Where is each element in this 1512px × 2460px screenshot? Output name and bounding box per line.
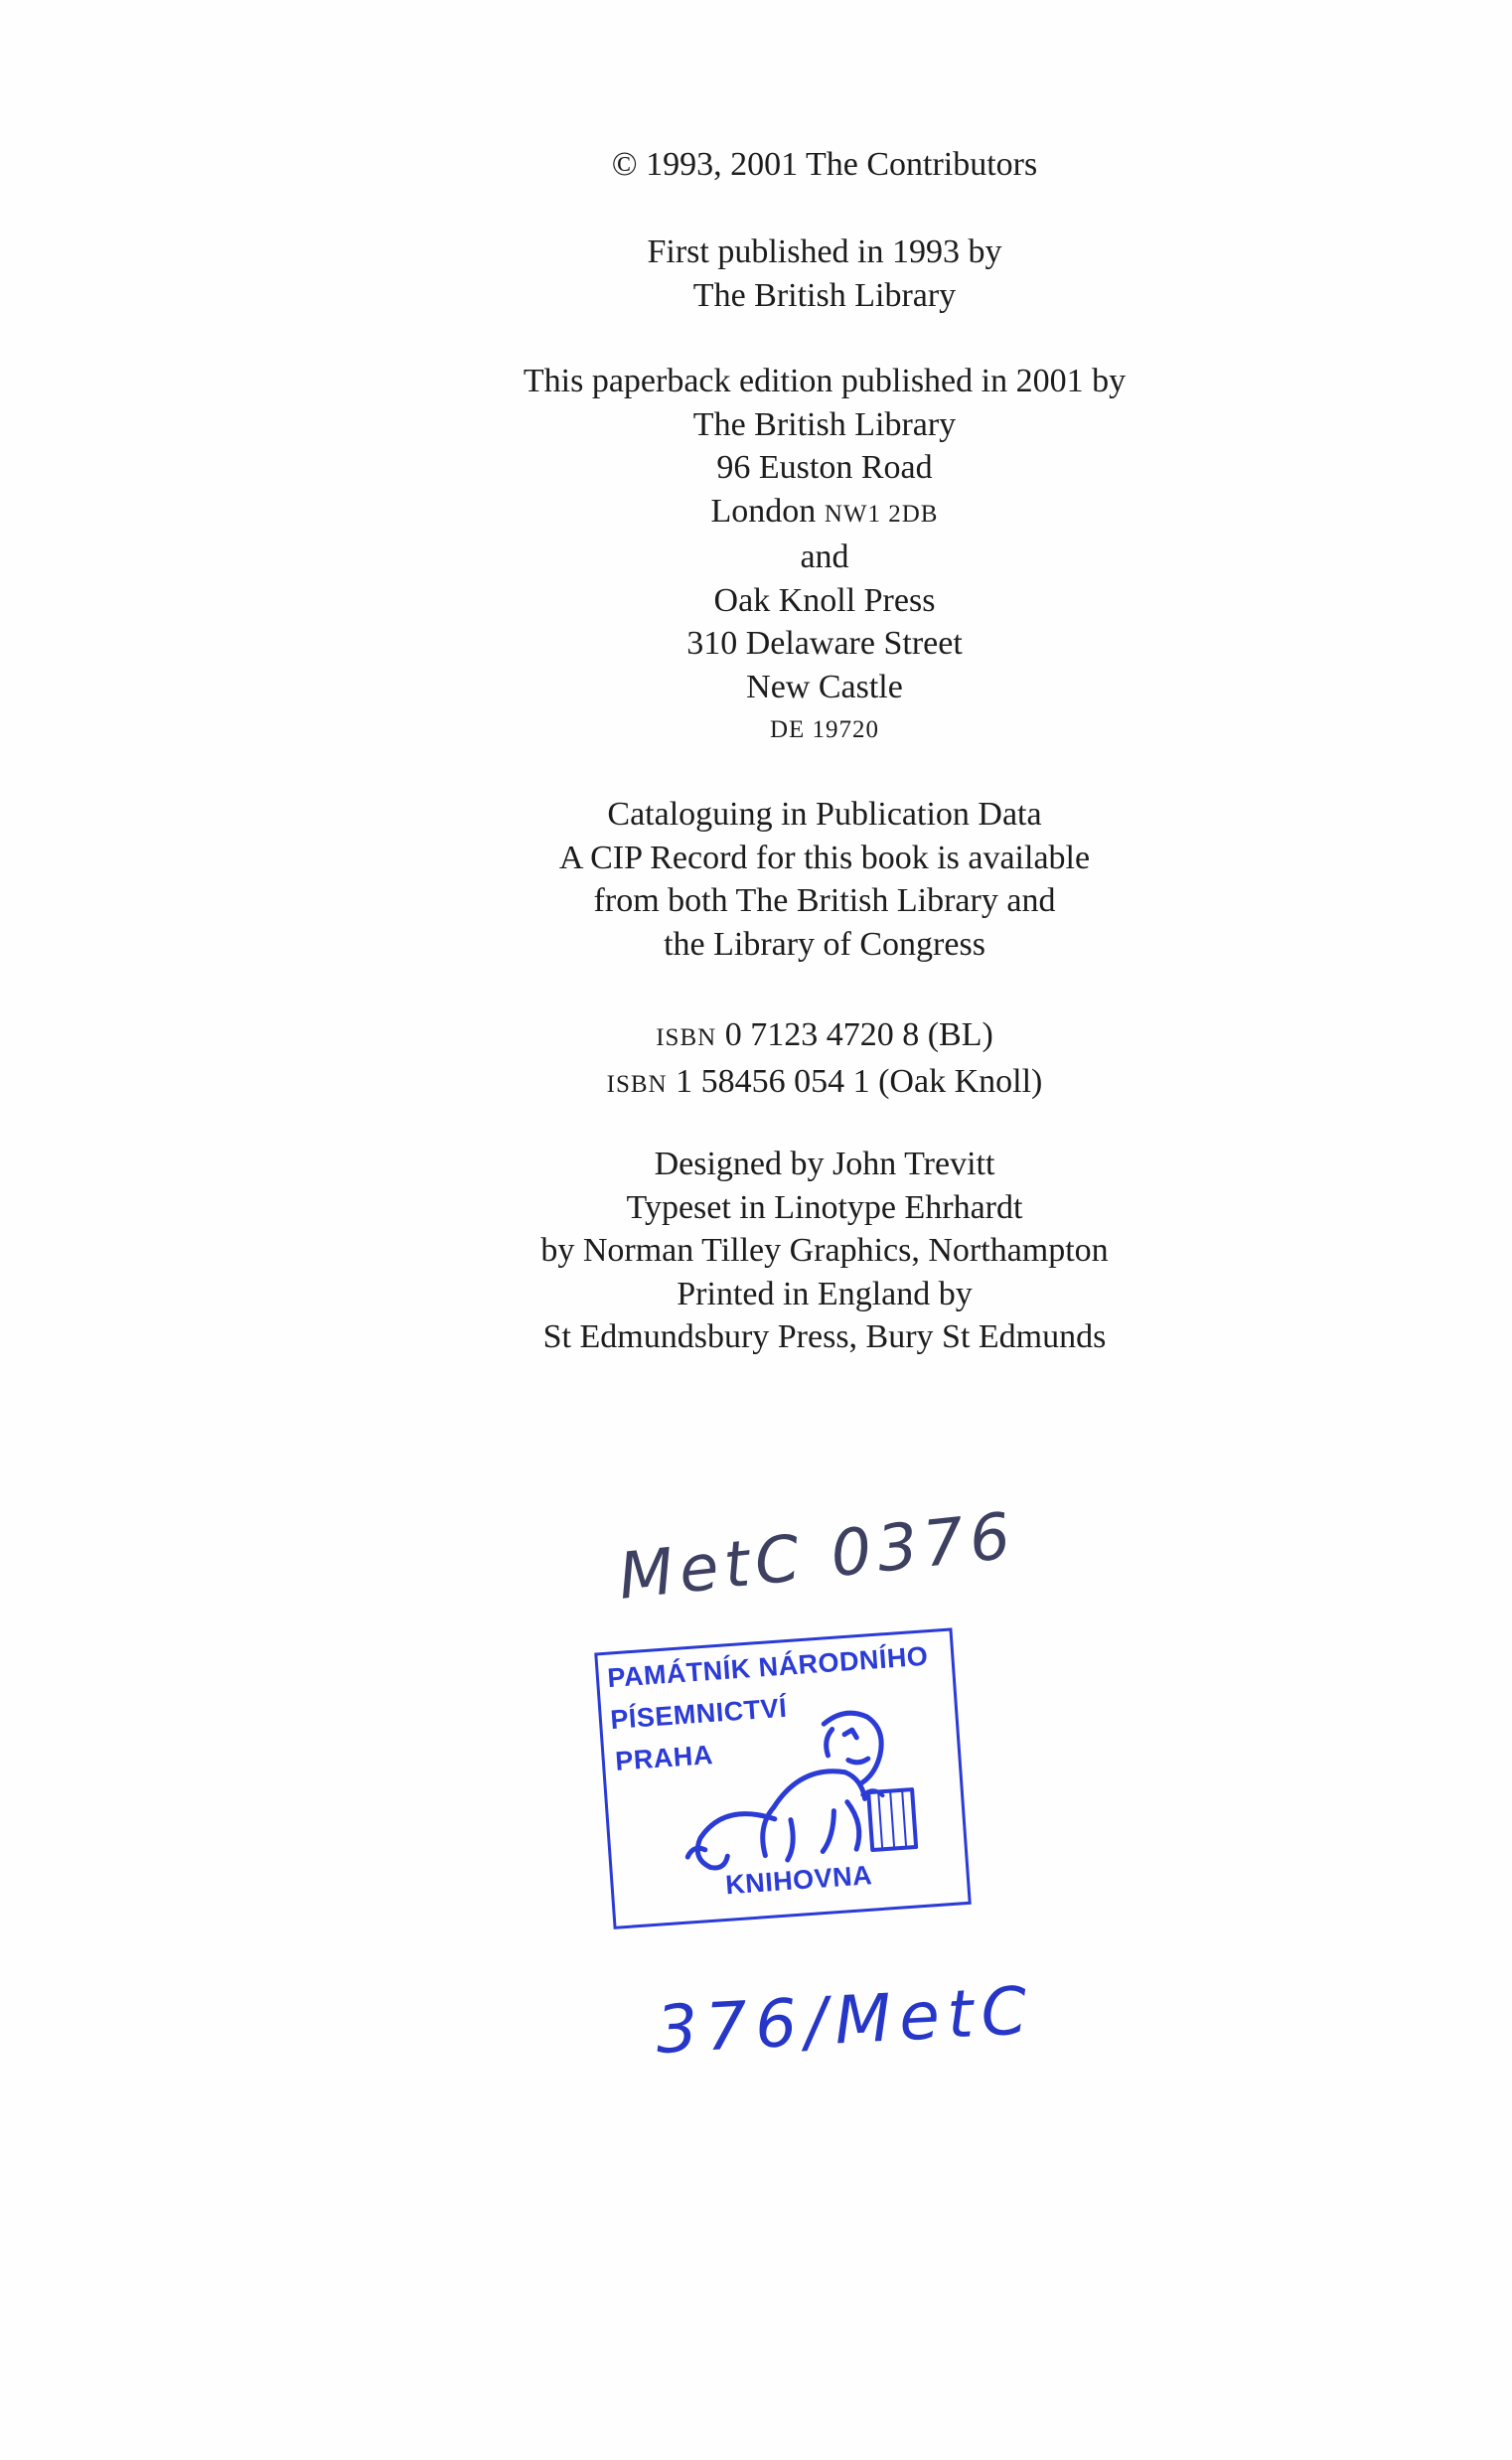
stamp-line-4: KNIHOVNA bbox=[724, 1860, 874, 1901]
paperback-publisher-1: The British Library bbox=[692, 405, 957, 443]
credits-line-2: Typeset in Linotype Ehrhardt bbox=[626, 1188, 1023, 1226]
paperback-city-1: London bbox=[710, 492, 817, 530]
credits-line-5: St Edmundsbury Press, Bury St Edmunds bbox=[542, 1318, 1107, 1355]
isbn-label-2: ISBN bbox=[606, 1070, 668, 1098]
credits-line-4: Printed in England by bbox=[677, 1275, 973, 1312]
lion-with-book-icon bbox=[679, 1709, 917, 1870]
paperback-block bbox=[328, 360, 1321, 752]
first-published-line: First published in 1993 by bbox=[647, 233, 1002, 270]
paperback-address-2: 310 Delaware Street bbox=[686, 625, 963, 662]
isbn-line-1 bbox=[328, 1013, 1321, 1060]
handwritten-shelfmark-bottom: 376/MetC bbox=[654, 1972, 1037, 2069]
paperback-and: and bbox=[800, 538, 849, 575]
first-published-publisher: The British Library bbox=[692, 276, 957, 314]
copyright-line: © 1993, 2001 The Contributors bbox=[611, 146, 1038, 183]
cip-line-2: A CIP Record for this book is available bbox=[558, 839, 1091, 876]
stamp-line-3: PRAHA bbox=[614, 1740, 714, 1776]
isbn-number-1: 0 7123 4720 8 (BL) bbox=[724, 1016, 993, 1053]
cip-block bbox=[328, 793, 1321, 966]
isbn-block bbox=[328, 1013, 1321, 1106]
paperback-postcode-1: NW1 2DB bbox=[824, 500, 939, 528]
isbn-number-2: 1 58456 054 1 (Oak Knoll) bbox=[676, 1062, 1043, 1100]
paperback-postcode-2: DE 19720 bbox=[769, 716, 880, 743]
cip-line-1: Cataloguing in Publication Data bbox=[607, 796, 1042, 833]
paperback-intro: This paperback edition published in 2001 by bbox=[523, 363, 1127, 399]
paperback-address-1: 96 Euston Road bbox=[716, 449, 933, 486]
first-published-block bbox=[328, 231, 1321, 317]
paperback-publisher-2: Oak Knoll Press bbox=[713, 581, 936, 619]
cip-line-4: the Library of Congress bbox=[664, 925, 985, 963]
credits-block bbox=[328, 1143, 1321, 1359]
credits-line-3: by Norman Tilley Graphics, Northampton bbox=[540, 1232, 1109, 1269]
copyright-block bbox=[328, 143, 1321, 187]
isbn-label-1: ISBN bbox=[656, 1024, 717, 1051]
credits-line-1: Designed by John Trevitt bbox=[654, 1146, 995, 1182]
handwritten-shelfmark-top: MetC 0376 bbox=[615, 1499, 1020, 1614]
stamp-line-1: PAMÁTNÍK NÁRODNÍHO bbox=[606, 1640, 930, 1694]
paperback-city-2: New Castle bbox=[746, 668, 903, 705]
library-stamp bbox=[591, 1616, 979, 1939]
isbn-line-2 bbox=[328, 1060, 1321, 1107]
paperback-city-line-1 bbox=[328, 490, 1321, 537]
stamp-line-2: PÍSEMNICTVÍ bbox=[609, 1692, 789, 1736]
cip-line-3: from both The British Library and bbox=[593, 882, 1056, 919]
